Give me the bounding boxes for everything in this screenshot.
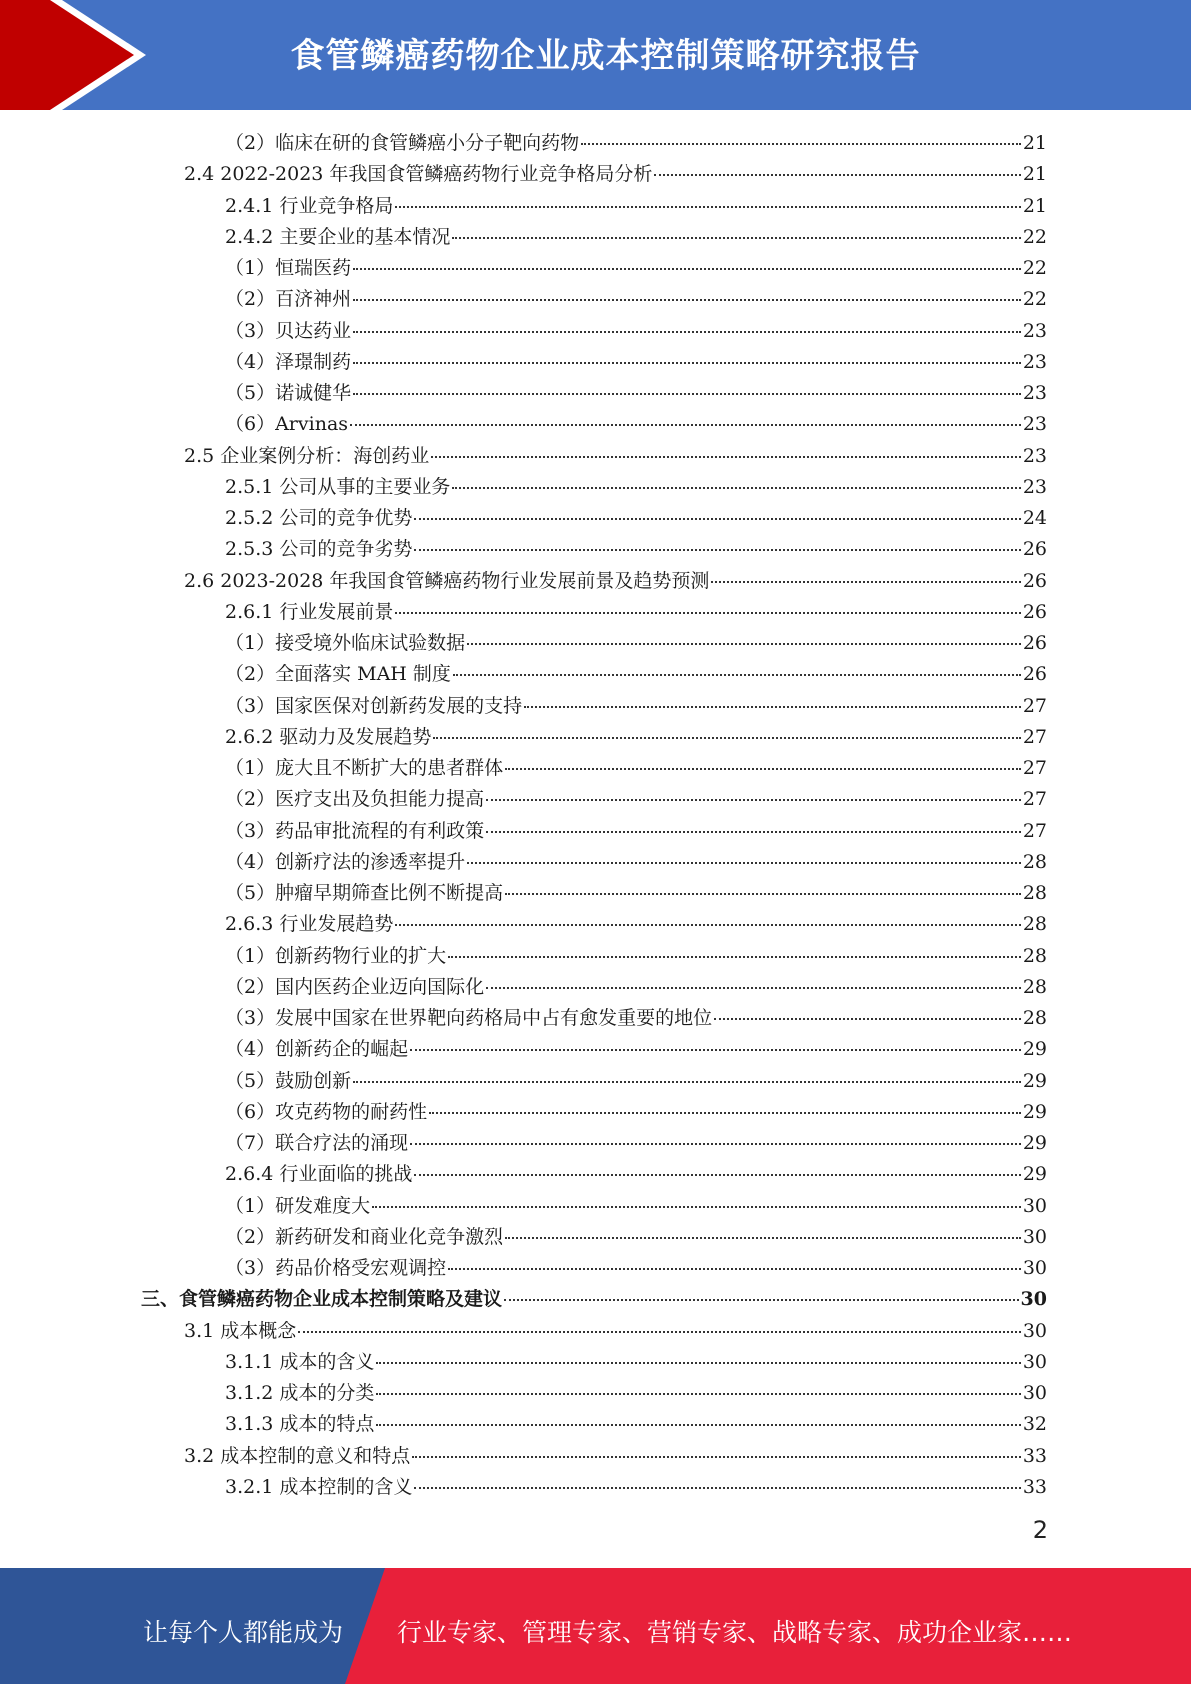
toc-entry-title: 2.6.4 行业面临的挑战 xyxy=(225,1163,413,1186)
toc-dot-leader xyxy=(376,1362,1020,1364)
toc-dot-leader xyxy=(376,1393,1020,1395)
toc-dot-leader xyxy=(448,1268,1021,1270)
toc-entry-page: 29 xyxy=(1022,1100,1047,1123)
toc-entry-title: 2.4.1 行业竞争格局 xyxy=(225,194,394,217)
toc-entry-title: （1）恒瑞医药 xyxy=(225,257,352,279)
toc-entry-page: 26 xyxy=(1022,569,1047,592)
toc-entry-title: 3.2.1 成本控制的含义 xyxy=(225,1475,413,1498)
toc-entry-page: 33 xyxy=(1022,1444,1047,1467)
toc-entry[interactable] xyxy=(225,503,1047,534)
toc-entry-page: 21 xyxy=(1022,163,1047,186)
footer-slogan-right: 行业专家、管理专家、营销专家、战略专家、成功企业家…… xyxy=(397,1618,1073,1647)
toc-entry-page: 30 xyxy=(1020,1288,1047,1311)
toc-entry-title: （7）联合疗法的涌现 xyxy=(225,1132,409,1154)
toc-dot-leader xyxy=(581,143,1021,145)
toc-entry-page: 32 xyxy=(1022,1413,1047,1436)
toc-entry-title: （6）Arvinas xyxy=(225,413,349,436)
toc-entry-title: （5）诺诚健华 xyxy=(225,382,352,404)
toc-entry-title: 3.1.2 成本的分类 xyxy=(225,1382,375,1404)
toc-entry-page: 21 xyxy=(1022,132,1047,154)
toc-entry-title: 2.6.1 行业发展前景 xyxy=(225,600,394,623)
toc-dot-leader xyxy=(486,987,1021,989)
toc-dot-leader xyxy=(524,706,1021,708)
toc-entry[interactable] xyxy=(225,253,1047,284)
toc-entry-page: 24 xyxy=(1022,507,1047,529)
toc-entry-page: 22 xyxy=(1022,225,1047,248)
toc-dot-leader xyxy=(486,799,1021,801)
toc-entry-title: （3）发展中国家在世界靶向药格局中占有愈发重要的地位 xyxy=(225,1007,713,1029)
toc-entry-page: 27 xyxy=(1022,757,1047,779)
toc-entry-title: 2.6.3 行业发展趋势 xyxy=(225,913,394,936)
toc-entry-title: （1）创新药物行业的扩大 xyxy=(225,944,447,967)
toc-entry-title: （6）攻克药物的耐药性 xyxy=(225,1100,428,1123)
toc-entry-page: 30 xyxy=(1022,1225,1047,1248)
toc-entry-title: 3.1.3 成本的特点 xyxy=(225,1413,375,1436)
toc-entry[interactable] xyxy=(225,1066,1047,1097)
toc-entry-title: 3.1.1 成本的含义 xyxy=(225,1350,375,1373)
toc-entry-title: 2.5.3 公司的竞争劣势 xyxy=(225,538,413,561)
toc-dot-leader xyxy=(353,268,1021,270)
toc-entry-page: 27 xyxy=(1022,788,1047,811)
toc-entry-page: 23 xyxy=(1022,350,1047,373)
toc-entry[interactable] xyxy=(225,1472,1047,1503)
toc-entry[interactable] xyxy=(225,722,1047,753)
toc-dot-leader xyxy=(353,1081,1021,1083)
toc-dot-leader xyxy=(410,1049,1021,1051)
toc-entry-page: 27 xyxy=(1022,725,1047,748)
toc-dot-leader xyxy=(410,1143,1021,1145)
toc-dot-leader xyxy=(395,612,1020,614)
toc-entry[interactable] xyxy=(225,691,1047,722)
toc-entry[interactable] xyxy=(225,1128,1047,1159)
toc-entry-page: 22 xyxy=(1022,288,1047,311)
toc-dot-leader xyxy=(505,768,1021,770)
toc-entry-page: 23 xyxy=(1022,382,1047,404)
toc-dot-leader xyxy=(467,643,1021,645)
toc-entry-page: 26 xyxy=(1022,538,1047,561)
toc-entry-page: 33 xyxy=(1022,1475,1047,1498)
toc-entry-page: 22 xyxy=(1022,257,1047,279)
toc-entry[interactable] xyxy=(225,222,1047,253)
toc-entry-page: 26 xyxy=(1022,632,1047,654)
toc-entry-title: 2.5.2 公司的竞争优势 xyxy=(225,507,413,529)
toc-entry[interactable] xyxy=(225,941,1047,972)
toc-entry[interactable] xyxy=(225,409,1047,440)
toc-dot-leader xyxy=(429,1112,1021,1114)
toc-dot-leader xyxy=(412,1456,1021,1458)
toc-entry-title: （2）百济神州 xyxy=(225,288,352,311)
toc-entry[interactable] xyxy=(225,597,1047,628)
toc-entry[interactable] xyxy=(225,1222,1047,1253)
toc-entry-page: 23 xyxy=(1022,319,1047,342)
toc-entry[interactable] xyxy=(225,128,1047,159)
toc-entry-title: 2.5 企业案例分析：海创药业 xyxy=(184,444,430,467)
toc-entry[interactable] xyxy=(225,1347,1047,1378)
toc-entry-page: 27 xyxy=(1022,819,1047,842)
toc-dot-leader xyxy=(505,893,1021,895)
toc-entry-page: 30 xyxy=(1022,1194,1047,1217)
toc-dot-leader xyxy=(433,737,1020,739)
toc-entry[interactable] xyxy=(225,1003,1047,1034)
toc-entry-title: （3）药品审批流程的有利政策 xyxy=(225,819,485,842)
report-title: 食管鳞癌药物企业成本控制策略研究报告 xyxy=(290,36,921,76)
toc-entry-page: 27 xyxy=(1022,694,1047,717)
toc-entry-page: 23 xyxy=(1022,444,1047,467)
toc-entry[interactable] xyxy=(225,816,1047,847)
toc-entry-page: 23 xyxy=(1022,475,1047,498)
toc-dot-leader xyxy=(353,393,1021,395)
toc-entry[interactable] xyxy=(225,972,1047,1003)
toc-entry[interactable] xyxy=(141,1284,1047,1315)
toc-entry[interactable] xyxy=(225,534,1047,565)
toc-dot-leader xyxy=(414,518,1020,520)
toc-dot-leader xyxy=(452,487,1020,489)
toc-entry-page: 30 xyxy=(1022,1382,1047,1404)
toc-dot-leader xyxy=(452,237,1020,239)
toc-entry-page: 30 xyxy=(1022,1350,1047,1373)
toc-entry[interactable] xyxy=(225,1378,1047,1409)
toc-entry-title: （2）医疗支出及负担能力提高 xyxy=(225,788,485,811)
toc-entry-title: （4）泽璟制药 xyxy=(225,350,352,373)
toc-entry-title: （5）鼓励创新 xyxy=(225,1069,352,1092)
toc-entry-title: 2.6.2 驱动力及发展趋势 xyxy=(225,725,432,748)
toc-entry-page: 29 xyxy=(1022,1132,1047,1154)
toc-dot-leader xyxy=(504,1299,1019,1301)
toc-entry-page: 26 xyxy=(1022,663,1047,686)
toc-dot-leader xyxy=(467,862,1021,864)
toc-entry-page: 30 xyxy=(1022,1257,1047,1279)
toc-entry-title: （1）研发难度大 xyxy=(225,1194,371,1217)
toc-dot-leader xyxy=(448,956,1021,958)
toc-entry[interactable] xyxy=(225,378,1047,409)
toc-entry-title: （3）贝达药业 xyxy=(225,319,352,342)
toc-entry-page: 29 xyxy=(1022,1038,1047,1061)
toc-entry[interactable] xyxy=(225,1191,1047,1222)
toc-entry-page: 28 xyxy=(1022,882,1047,904)
toc-entry-title: （1）接受境外临床试验数据 xyxy=(225,632,466,654)
toc-dot-leader xyxy=(714,1018,1021,1020)
toc-entry-title: 2.6 2023-2028 年我国食管鳞癌药物行业发展前景及趋势预测 xyxy=(184,569,710,592)
toc-entry-title: （4）创新疗法的渗透率提升 xyxy=(225,850,466,873)
toc-entry[interactable] xyxy=(225,1097,1047,1128)
toc-dot-leader xyxy=(414,1487,1020,1489)
toc-dot-leader xyxy=(505,1237,1021,1239)
toc-entry[interactable] xyxy=(225,753,1047,784)
toc-dot-leader xyxy=(711,581,1020,583)
toc-entry[interactable] xyxy=(225,472,1047,503)
toc-dot-leader xyxy=(372,1206,1021,1208)
toc-entry-title: 三、食管鳞癌药物企业成本控制策略及建议 xyxy=(141,1288,503,1311)
toc-entry-page: 28 xyxy=(1022,944,1047,967)
toc-entry[interactable] xyxy=(225,316,1047,347)
page-footer xyxy=(0,1568,1191,1684)
toc-entry[interactable] xyxy=(184,1441,1047,1472)
toc-entry[interactable] xyxy=(225,1409,1047,1440)
toc-entry-page: 28 xyxy=(1022,1007,1047,1029)
toc-dot-leader xyxy=(654,174,1020,176)
toc-entry-page: 28 xyxy=(1022,975,1047,998)
toc-dot-leader xyxy=(414,549,1020,551)
toc-entry-title: （2）新药研发和商业化竞争激烈 xyxy=(225,1225,504,1248)
toc-dot-leader xyxy=(353,299,1021,301)
toc-dot-leader xyxy=(298,1331,1021,1333)
toc-entry[interactable] xyxy=(225,1159,1047,1190)
toc-entry-title: （2）国内医药企业迈向国际化 xyxy=(225,975,485,998)
toc-entry-title: 3.2 成本控制的意义和特点 xyxy=(184,1444,411,1467)
toc-dot-leader xyxy=(414,1174,1020,1176)
toc-entry-page: 23 xyxy=(1022,413,1047,436)
toc-entry[interactable] xyxy=(184,1316,1047,1347)
toc-dot-leader xyxy=(353,331,1021,333)
toc-entry[interactable] xyxy=(225,659,1047,690)
toc-dot-leader xyxy=(486,831,1021,833)
toc-entry-page: 29 xyxy=(1022,1163,1047,1186)
toc-entry-title: （5）肿瘤早期筛查比例不断提高 xyxy=(225,882,504,904)
toc-entry-title: （3）药品价格受宏观调控 xyxy=(225,1257,447,1279)
toc-dot-leader xyxy=(395,206,1020,208)
toc-entry-title: 2.5.1 公司从事的主要业务 xyxy=(225,475,451,498)
toc-entry[interactable] xyxy=(184,566,1047,597)
page-number: 2 xyxy=(1032,1516,1048,1544)
toc-dot-leader xyxy=(453,674,1021,676)
toc-dot-leader xyxy=(395,924,1020,926)
toc-entry[interactable] xyxy=(225,628,1047,659)
toc-entry-title: （2）全面落实 MAH 制度 xyxy=(225,663,451,686)
toc-entry[interactable] xyxy=(225,909,1047,940)
toc-dot-leader xyxy=(350,424,1021,426)
toc-entry-title: 3.1 成本概念 xyxy=(184,1319,297,1342)
toc-entry-title: 2.4 2022-2023 年我国食管鳞癌药物行业竞争格局分析 xyxy=(184,163,653,186)
toc-entry[interactable] xyxy=(184,159,1047,190)
toc-entry-page: 21 xyxy=(1022,194,1047,217)
toc-entry-title: （1）庞大且不断扩大的患者群体 xyxy=(225,757,504,779)
toc-entry-page: 28 xyxy=(1022,913,1047,936)
toc-entry[interactable] xyxy=(225,847,1047,878)
toc-entry-title: （3）国家医保对创新药发展的支持 xyxy=(225,694,523,717)
toc-entry[interactable] xyxy=(184,441,1047,472)
footer-slogan-left: 让每个人都能成为 xyxy=(143,1618,344,1647)
toc-entry-title: 2.4.2 主要企业的基本情况 xyxy=(225,225,451,248)
toc-entry[interactable] xyxy=(225,284,1047,315)
toc-entry-page: 30 xyxy=(1022,1319,1047,1342)
toc-entry[interactable] xyxy=(225,1034,1047,1065)
toc-entry-title: （4）创新药企的崛起 xyxy=(225,1038,409,1061)
toc-entry[interactable] xyxy=(225,347,1047,378)
page-header xyxy=(0,0,1191,110)
toc-entry-page: 28 xyxy=(1022,850,1047,873)
toc-entry-title: （2）临床在研的食管鳞癌小分子靶向药物 xyxy=(225,132,580,154)
toc-dot-leader xyxy=(376,1424,1020,1426)
toc-entry-page: 26 xyxy=(1022,600,1047,623)
toc-entry[interactable] xyxy=(225,784,1047,815)
toc-entry[interactable] xyxy=(225,878,1047,909)
toc-entry[interactable] xyxy=(225,1253,1047,1284)
toc-entry-page: 29 xyxy=(1022,1069,1047,1092)
toc-entry[interactable] xyxy=(225,191,1047,222)
toc-dot-leader xyxy=(353,362,1021,364)
toc-dot-leader xyxy=(431,456,1021,458)
